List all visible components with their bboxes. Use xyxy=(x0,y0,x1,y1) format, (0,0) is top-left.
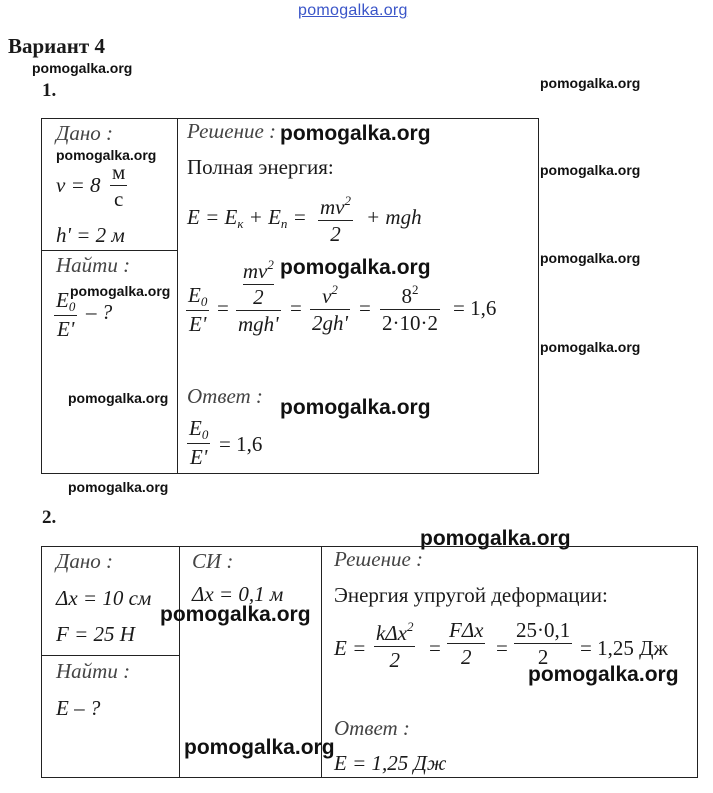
numerator: E xyxy=(188,283,201,307)
watermark: pomogalka.org xyxy=(68,390,169,406)
eq-sign: = xyxy=(429,636,441,660)
solution-label: Решение : xyxy=(334,547,424,571)
velocity-unit xyxy=(110,162,127,210)
ratio-denominator: E' xyxy=(57,317,75,341)
answer-result: = 1,6 xyxy=(219,432,263,456)
given-label: Дано : xyxy=(56,121,114,145)
denominator: 2 xyxy=(389,648,400,672)
denominator: 2 xyxy=(253,285,264,309)
subscript: п xyxy=(280,216,288,231)
eq-sign: = xyxy=(359,296,371,320)
watermark: pomogalka.org xyxy=(280,256,431,279)
problem2-table xyxy=(41,546,698,778)
given-dx: Δx = 10 см xyxy=(56,586,152,610)
watermark: pomogalka.org xyxy=(528,663,679,686)
denominator: 2gh' xyxy=(312,311,348,335)
eq1-fraction xyxy=(318,194,353,245)
numerator: v xyxy=(322,284,332,308)
subscript: к xyxy=(237,216,244,231)
denominator: 2 xyxy=(330,222,341,246)
variant-title: Вариант 4 xyxy=(8,34,105,58)
eq1-tail: + mgh xyxy=(366,205,422,229)
find-label: Найти : xyxy=(56,659,131,683)
eq-term: E = E xyxy=(187,205,238,229)
numerator: mv xyxy=(320,195,345,219)
find-label: Найти : xyxy=(56,253,131,277)
si-dx: Δx = 0,1 м xyxy=(192,582,284,606)
answer-ratio xyxy=(187,418,210,468)
eq-sign: = xyxy=(496,636,508,660)
denominator: E' xyxy=(190,445,208,469)
denominator: 2 xyxy=(537,645,549,669)
eq-sign: = xyxy=(287,205,307,229)
subscript: 0 xyxy=(201,427,209,442)
eq-fraction-2 xyxy=(447,620,485,668)
eq2-fraction-2 xyxy=(310,283,350,334)
superscript: 2 xyxy=(344,193,351,208)
subscript: 0 xyxy=(200,294,208,309)
numerator: 8 xyxy=(401,284,412,308)
table-divider xyxy=(41,250,178,251)
denominator: mgh' xyxy=(238,312,279,336)
denominator: 2·10·2 xyxy=(382,311,438,335)
eq-term: + E xyxy=(243,205,281,229)
table-divider xyxy=(177,118,178,474)
watermark: pomogalka.org xyxy=(184,736,335,759)
superscript: 2 xyxy=(406,619,414,634)
watermark: pomogalka.org xyxy=(160,603,311,626)
eq-sign: = xyxy=(217,296,229,320)
eq-sign: = xyxy=(290,296,302,320)
eq-fraction-1 xyxy=(374,620,415,671)
find-ratio xyxy=(54,290,77,340)
eq2-lhs-fraction xyxy=(186,285,209,335)
watermark: pomogalka.org xyxy=(540,162,641,178)
watermark: pomogalka.org xyxy=(280,396,431,419)
watermark: pomogalka.org xyxy=(420,527,571,550)
watermark: pomogalka.org xyxy=(280,122,431,145)
elastic-energy-text: Энергия упругой деформации: xyxy=(334,583,608,607)
watermark-top: pomogalka.org xyxy=(298,2,408,19)
watermark: pomogalka.org xyxy=(32,60,133,76)
watermark: pomogalka.org xyxy=(70,283,171,299)
superscript: 2 xyxy=(267,257,274,272)
denominator: 2 xyxy=(460,645,472,669)
si-label: СИ : xyxy=(192,549,234,573)
problem-number-2: 2. xyxy=(42,507,57,528)
given-height: h' = 2 м xyxy=(56,223,125,247)
given-label: Дано : xyxy=(56,549,114,573)
unit-denominator: с xyxy=(113,187,124,211)
subscript: 0 xyxy=(68,299,76,314)
full-energy-text: Полная энергия: xyxy=(187,155,334,179)
given-velocity: v = 8 xyxy=(56,173,101,197)
numerator: E xyxy=(189,416,202,440)
find-question: – ? xyxy=(86,300,113,324)
answer-label: Ответ : xyxy=(334,716,410,740)
denominator: E' xyxy=(189,312,207,336)
numerator: kΔx xyxy=(376,621,407,645)
superscript: 2 xyxy=(331,282,338,297)
eq2-fraction-3 xyxy=(380,283,440,334)
numerator: mv xyxy=(242,259,268,283)
superscript: 2 xyxy=(412,282,419,297)
eq2-big-fraction xyxy=(236,258,281,335)
eq1-lhs xyxy=(187,207,307,230)
watermark: pomogalka.org xyxy=(68,479,169,495)
problem-number-1: 1. xyxy=(42,80,57,101)
eq2-result: = 1,6 xyxy=(453,296,497,320)
table-divider xyxy=(179,546,180,778)
given-force: F = 25 Н xyxy=(56,622,135,646)
find-energy: E – ? xyxy=(56,696,101,720)
watermark: pomogalka.org xyxy=(540,250,641,266)
unit-numerator: м xyxy=(112,160,126,184)
watermark: pomogalka.org xyxy=(56,147,157,163)
numerator: 25·0,1 xyxy=(516,618,571,642)
eq-fraction-3 xyxy=(514,620,572,668)
eq-lhs: E = xyxy=(334,636,367,660)
table-divider xyxy=(41,655,180,656)
answer-label: Ответ : xyxy=(187,384,263,408)
watermark: pomogalka.org xyxy=(540,75,641,91)
solution-label: Решение : xyxy=(187,119,277,143)
answer: E = 1,25 Дж xyxy=(334,751,447,775)
eq-result: = 1,25 Дж xyxy=(580,636,668,660)
watermark: pomogalka.org xyxy=(540,339,641,355)
numerator: FΔx xyxy=(449,618,484,642)
ratio-numerator: E xyxy=(56,288,69,312)
